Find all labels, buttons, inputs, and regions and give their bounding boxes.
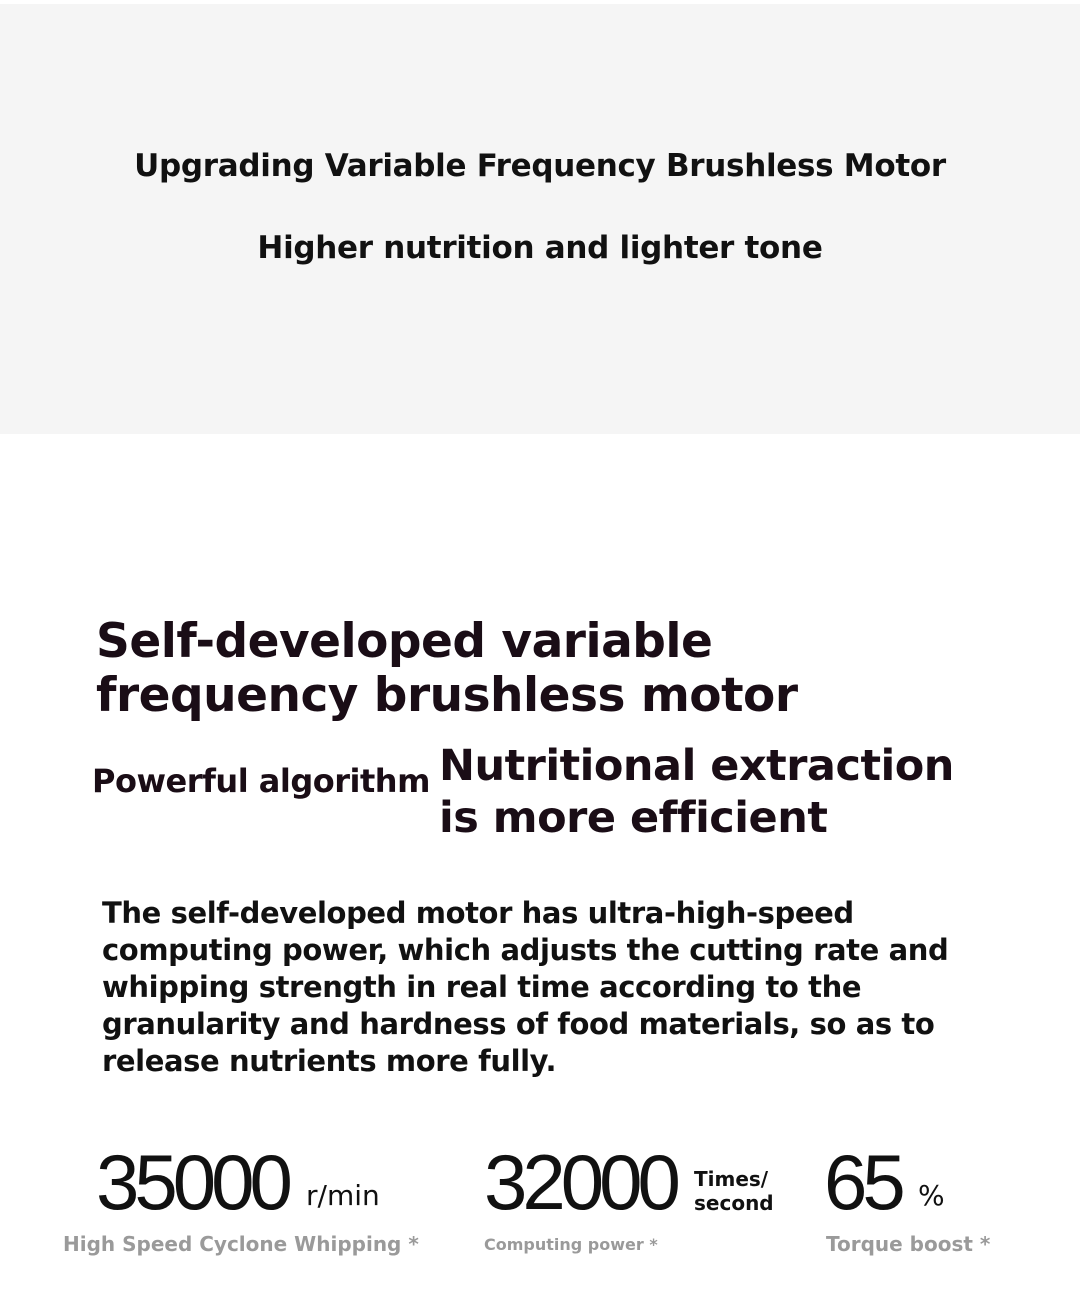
stat-speed-label: High Speed Cyclone Whipping * bbox=[63, 1232, 419, 1256]
stat-computing-unit-line2: second bbox=[694, 1191, 774, 1215]
stat-torque-label: Torque boost * bbox=[826, 1232, 991, 1256]
stat-computing-unit-line1: Times/ bbox=[694, 1167, 769, 1191]
feature-description: The self-developed motor has ultra-high-speed computing power, which adjusts the cutting rate and whipping strength in real time according to the granularity and hardness of food materials, so as to release nutrients more fully. bbox=[102, 896, 949, 1078]
stat-speed-value: 35000 bbox=[96, 1138, 288, 1226]
feature-title: Self-developed variable frequency brushless motor bbox=[96, 614, 798, 723]
header-band bbox=[0, 4, 1080, 434]
stat-torque-unit: % bbox=[918, 1179, 945, 1212]
stat-speed bbox=[96, 1138, 380, 1226]
stat-torque-value: 65 bbox=[824, 1138, 901, 1226]
header-line-2: Higher nutrition and lighter tone bbox=[257, 230, 823, 266]
header-line-1: Upgrading Variable Frequency Brushless Motor bbox=[134, 148, 946, 184]
stat-computing bbox=[484, 1138, 774, 1226]
stat-computing-label: Computing power * bbox=[484, 1235, 658, 1254]
stat-computing-value: 32000 bbox=[484, 1138, 676, 1226]
stat-torque bbox=[824, 1138, 945, 1226]
stat-speed-unit: r/min bbox=[306, 1179, 380, 1212]
feature-tag-left: Powerful algorithm bbox=[92, 762, 430, 800]
feature-tag-right: Nutritional extraction is more efficient bbox=[439, 741, 954, 843]
stat-computing-unit bbox=[694, 1167, 784, 1215]
